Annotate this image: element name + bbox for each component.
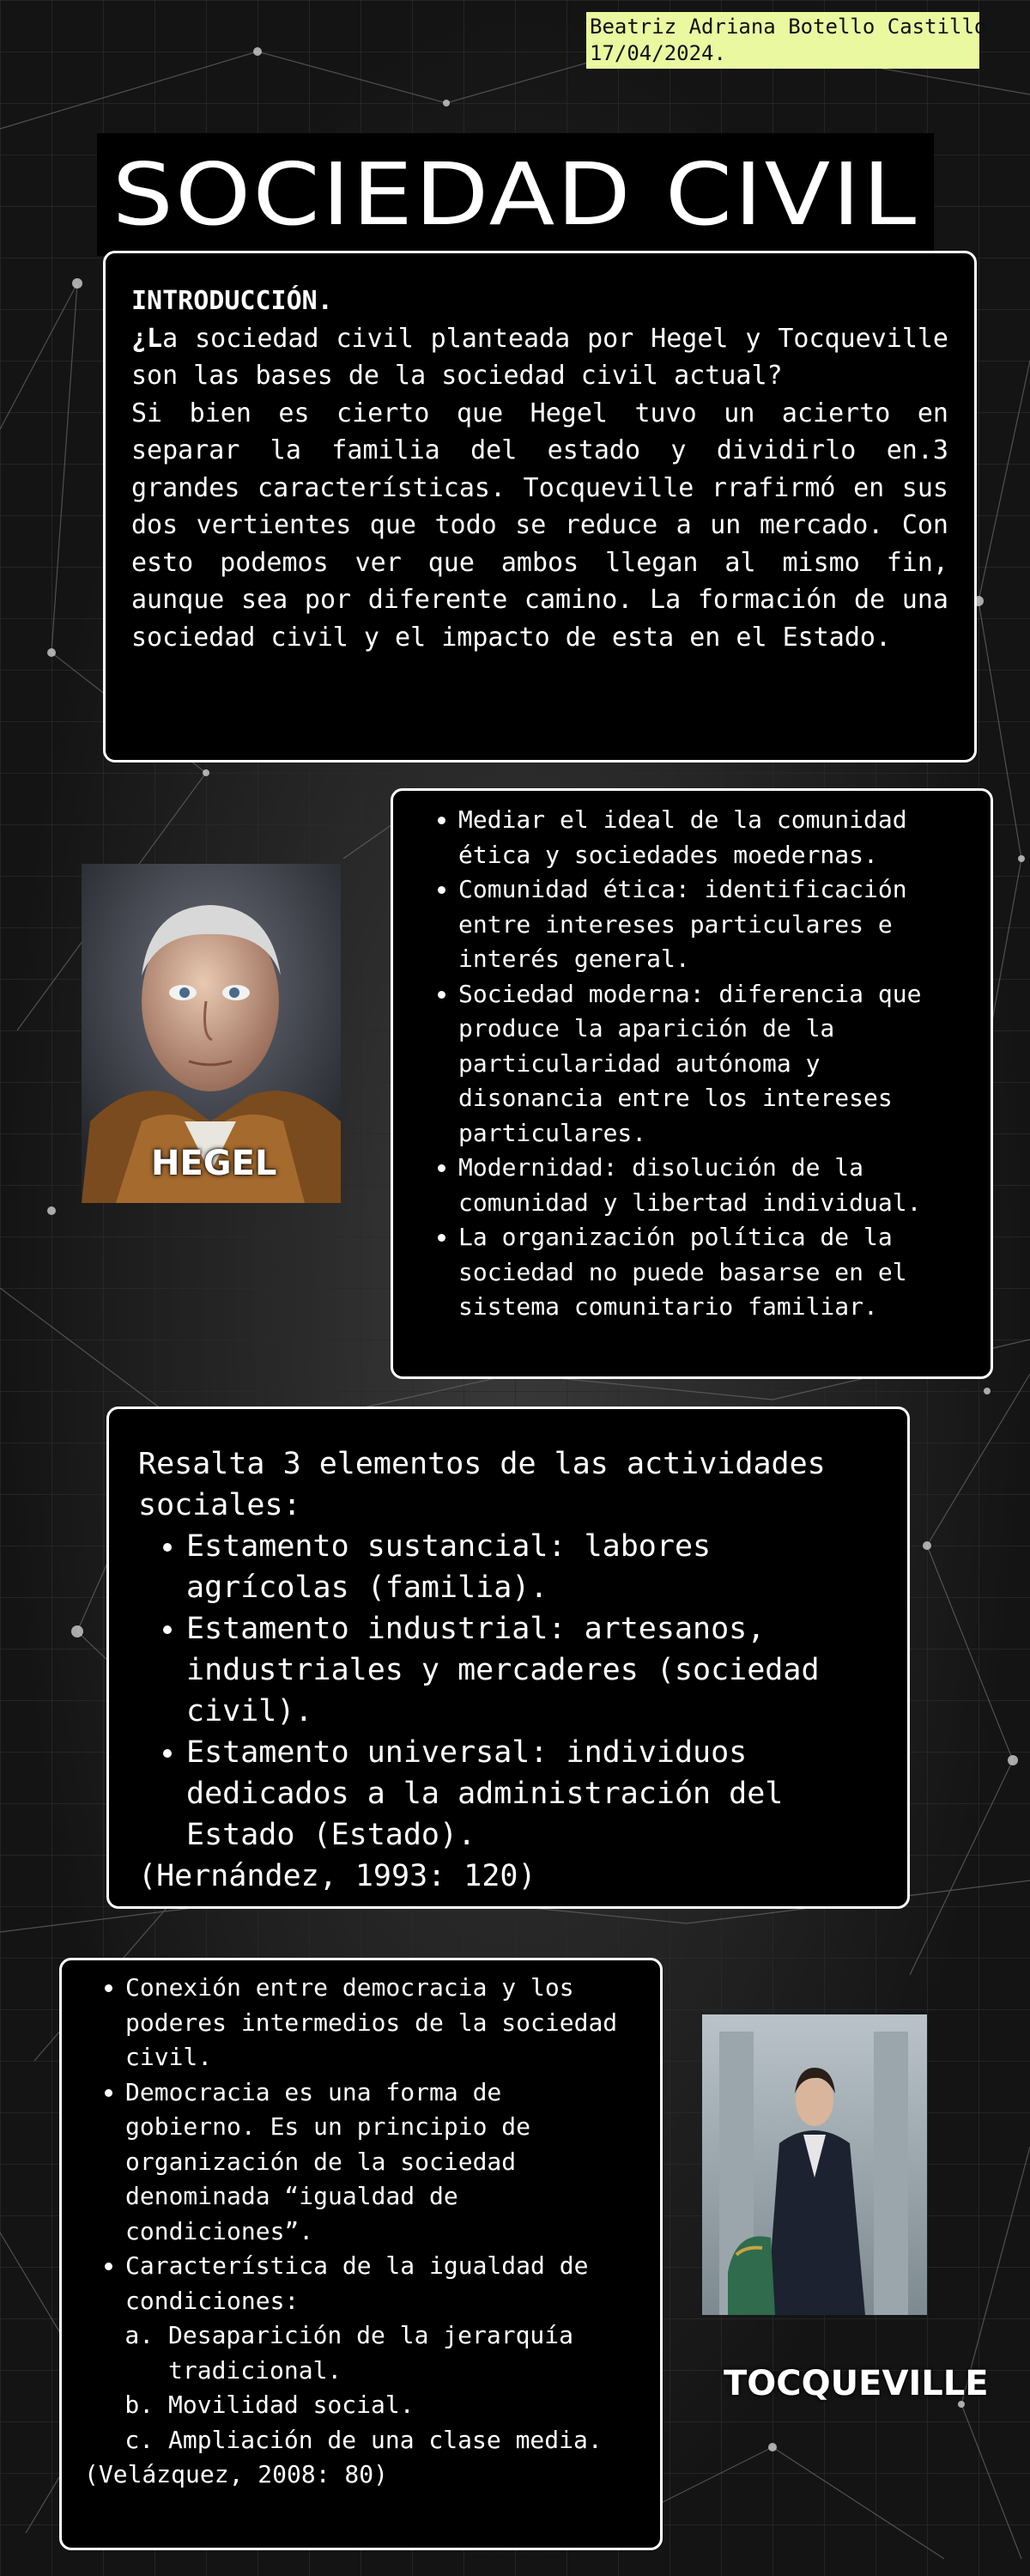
tocqueville-list: [84, 1971, 643, 2458]
tocqueville-sublist: [125, 2318, 643, 2458]
activities-list: [138, 1526, 882, 1856]
intro-question: [131, 320, 948, 395]
hegel-card: [391, 788, 993, 1379]
tocqueville-item: [125, 2249, 643, 2458]
hegel-item: • Mediar el ideal de la comunidad ética y sociedades moedernas.: [458, 803, 973, 872]
activities-citation: (Hernández, 1993: 120): [138, 1859, 536, 1893]
tocqueville-label: TOCQUEVILLE: [724, 2364, 989, 2403]
author-date: 17/04/2024.: [590, 41, 726, 65]
tocqueville-subitem: c. Ampliación de una clase media.: [168, 2423, 643, 2458]
hegel-label: HEGEL: [151, 1144, 277, 1183]
hegel-item: • La organización política de la sociedad no puede basarse en el sistema comunitario familiar.: [458, 1220, 973, 1325]
tocqueville-card: [59, 1958, 663, 2550]
tocqueville-citation: (Velázquez, 2008: 80): [84, 2460, 389, 2488]
author-name: Beatriz Adriana Botello Castillo: [590, 15, 987, 39]
tocqueville-item: • Conexión entre democracia y los poderes intermedios de la sociedad civil.: [125, 1971, 643, 2075]
author-tag: [586, 12, 987, 69]
tocqueville-portrait: [702, 2014, 927, 2315]
activities-item: • Estamento industrial: artesanos, industriales y mercaderes (sociedad civil).: [186, 1608, 882, 1732]
intro-body: Si bien es cierto que Hegel tuvo un acierto en separar la familia del estado y dividirlo en.3 grandes características. Tocqueville rrafirmó en sus dos vertientes que todo se reduce a un mercado. Con esto podemos ver que ambos llegan al mismo fin, aunque sea por diferente camino. La formación de una sociedad civil y el impacto de esta en el Estado.: [131, 398, 948, 653]
hegel-item: • Comunidad ética: identificación entre intereses particulares e interés general.: [458, 872, 973, 977]
hegel-list: [410, 803, 973, 1325]
activities-item: • Estamento sustancial: labores agrícolas (familia).: [186, 1526, 882, 1608]
intro-question-prefix: ¿L: [131, 323, 163, 354]
tocqueville-subitem: a. Desaparición de la jerarquía tradicional.: [168, 2318, 643, 2388]
tocqueville-portrait-image: [702, 2014, 927, 2315]
hegel-item: • Modernidad: disolución de la comunidad y libertad individual.: [458, 1151, 973, 1220]
activities-item: • Estamento universal: individuos dedicados a la administración del Estado (Estado).: [186, 1732, 882, 1856]
intro-card: [103, 251, 977, 762]
activities-intro: Resalta 3 elementos de las actividades sociales:: [138, 1447, 826, 1522]
tocqueville-subitem: b. Movilidad social.: [168, 2388, 643, 2423]
page-title: SOCIEDAD CIVIL: [112, 144, 918, 245]
activities-card: [106, 1406, 910, 1909]
intro-heading: INTRODUCCIÓN.: [131, 286, 333, 316]
tocqueville-item: • Democracia es una forma de gobierno. Es un principio de organización de la sociedad denominada “igualdad de condiciones”.: [125, 2075, 643, 2250]
intro-question-text: a sociedad civil planteada por Hegel y Tocqueville son las bases de la sociedad civil actual?: [131, 323, 948, 391]
tocqueville-item-text: Característica de la igualdad de condiciones:: [125, 2251, 589, 2315]
hegel-item: • Sociedad moderna: diferencia que produce la aparición de la particularidad autónoma y disonancia entre los intereses particulares.: [458, 977, 973, 1151]
title-banner: [97, 133, 934, 256]
